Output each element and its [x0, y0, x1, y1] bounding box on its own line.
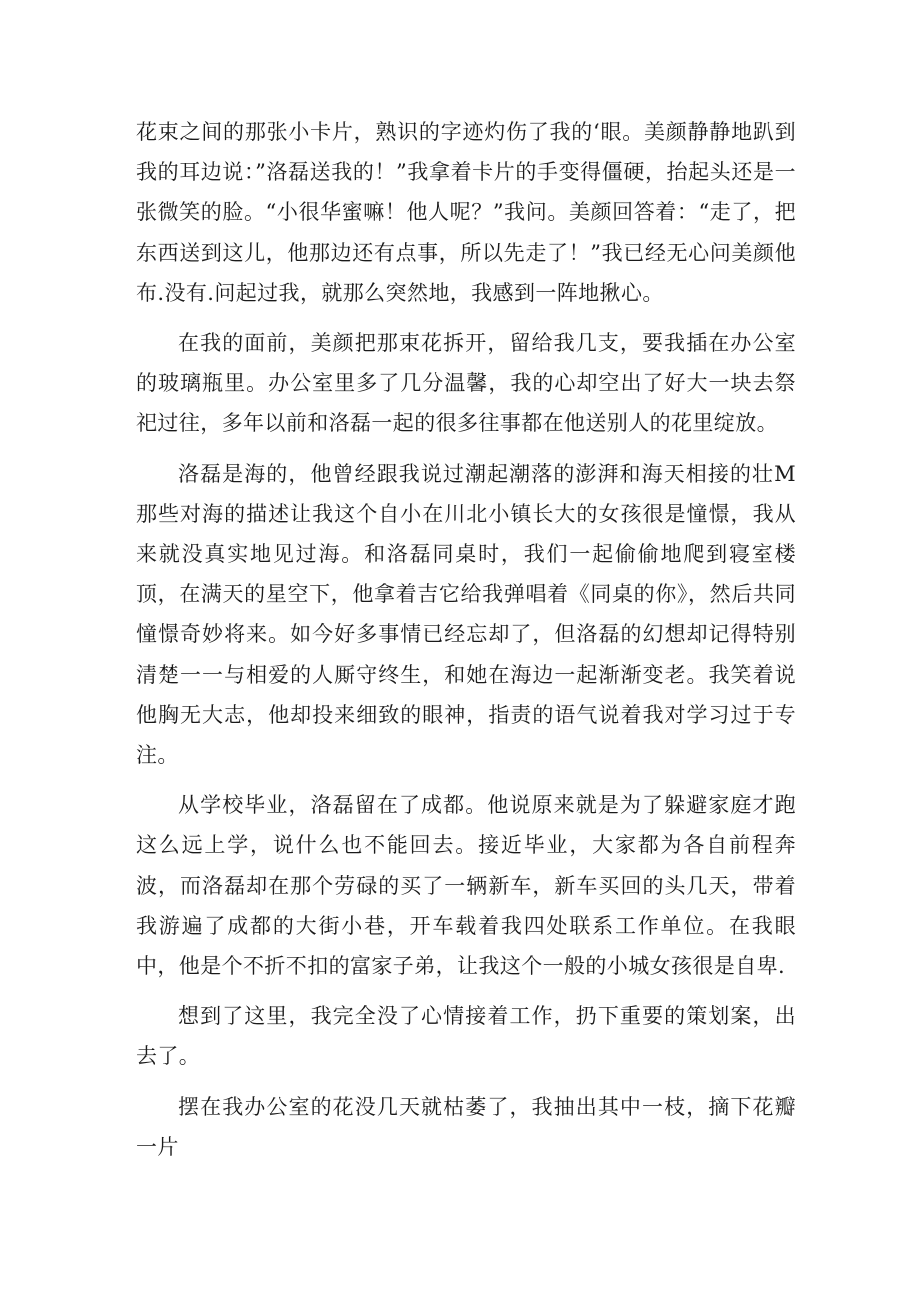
paragraph-3: 洛磊是海的，他曾经跟我说过潮起潮落的澎湃和海天相接的壮M那些对海的描述让我这个自小在川北小镇长大的女孩很是憧憬，我从来就没真实地见过海。和洛磊同桌时，我们一起偷偷地爬到寝室楼顶，在满天的星空下，他拿着吉它给我弹唱着《同桌的你》，然后共同憧憬奇妙将来。如今好多事情已经忘却了，但洛磊的幻想却记得特别清楚一一与相爱的人厮守终生，和她在海边一起渐渐变老。我笑着说他胸无大志，他却投来细致的眼神，指责的语气说着我对学习过于专注。 [136, 461, 796, 768]
paragraph-4: 从学校毕业，洛磊留在了成都。他说原来就是为了躲避家庭才跑这么远上学，说什么也不能回去。接近毕业，大家都为各自前程奔波，而洛磊却在那个劳碌的买了一辆新车，新车买回的头几天，带着我游遍了成都的大街小巷，开车载着我四处联系工作单位。在我眼中，他是个不折不扣的富家子弟，让我这个一般的小城女孩很是自卑. [136, 793, 796, 979]
paragraph-2: 在我的面前，美颜把那束花拆开，留给我几支，要我插在办公室的玻璃瓶里。办公室里多了几分温馨，我的心却空出了好大一块去祭祀过往，多年以前和洛磊一起的很多往事都在他送别人的花里绽放。 [136, 331, 796, 436]
paragraph-5: 想到了这里，我完全没了心情接着工作，扔下重要的策划案，出去了。 [136, 1004, 796, 1069]
document-body [136, 112, 796, 1177]
paragraph-1: 花束之间的那张小卡片，熟识的字迹灼伤了我的‘眼。美颜静静地趴到我的耳边说：”洛磊送我的！”我拿着卡片的手变得僵硬，抬起头还是一张微笑的脸。“小很华蜜嘛！他人呢？”我问。美颜回答着：“走了，把东西送到这儿，他那边还有点事，所以先走了！”我已经无心问美颜他布.没有.问起过我，就那么突然地，我感到一阵地揪心。 [136, 120, 796, 305]
paragraph-6: 摆在我办公室的花没几天就枯萎了，我抽出其中一枝，摘下花瓣一片 [136, 1094, 796, 1159]
